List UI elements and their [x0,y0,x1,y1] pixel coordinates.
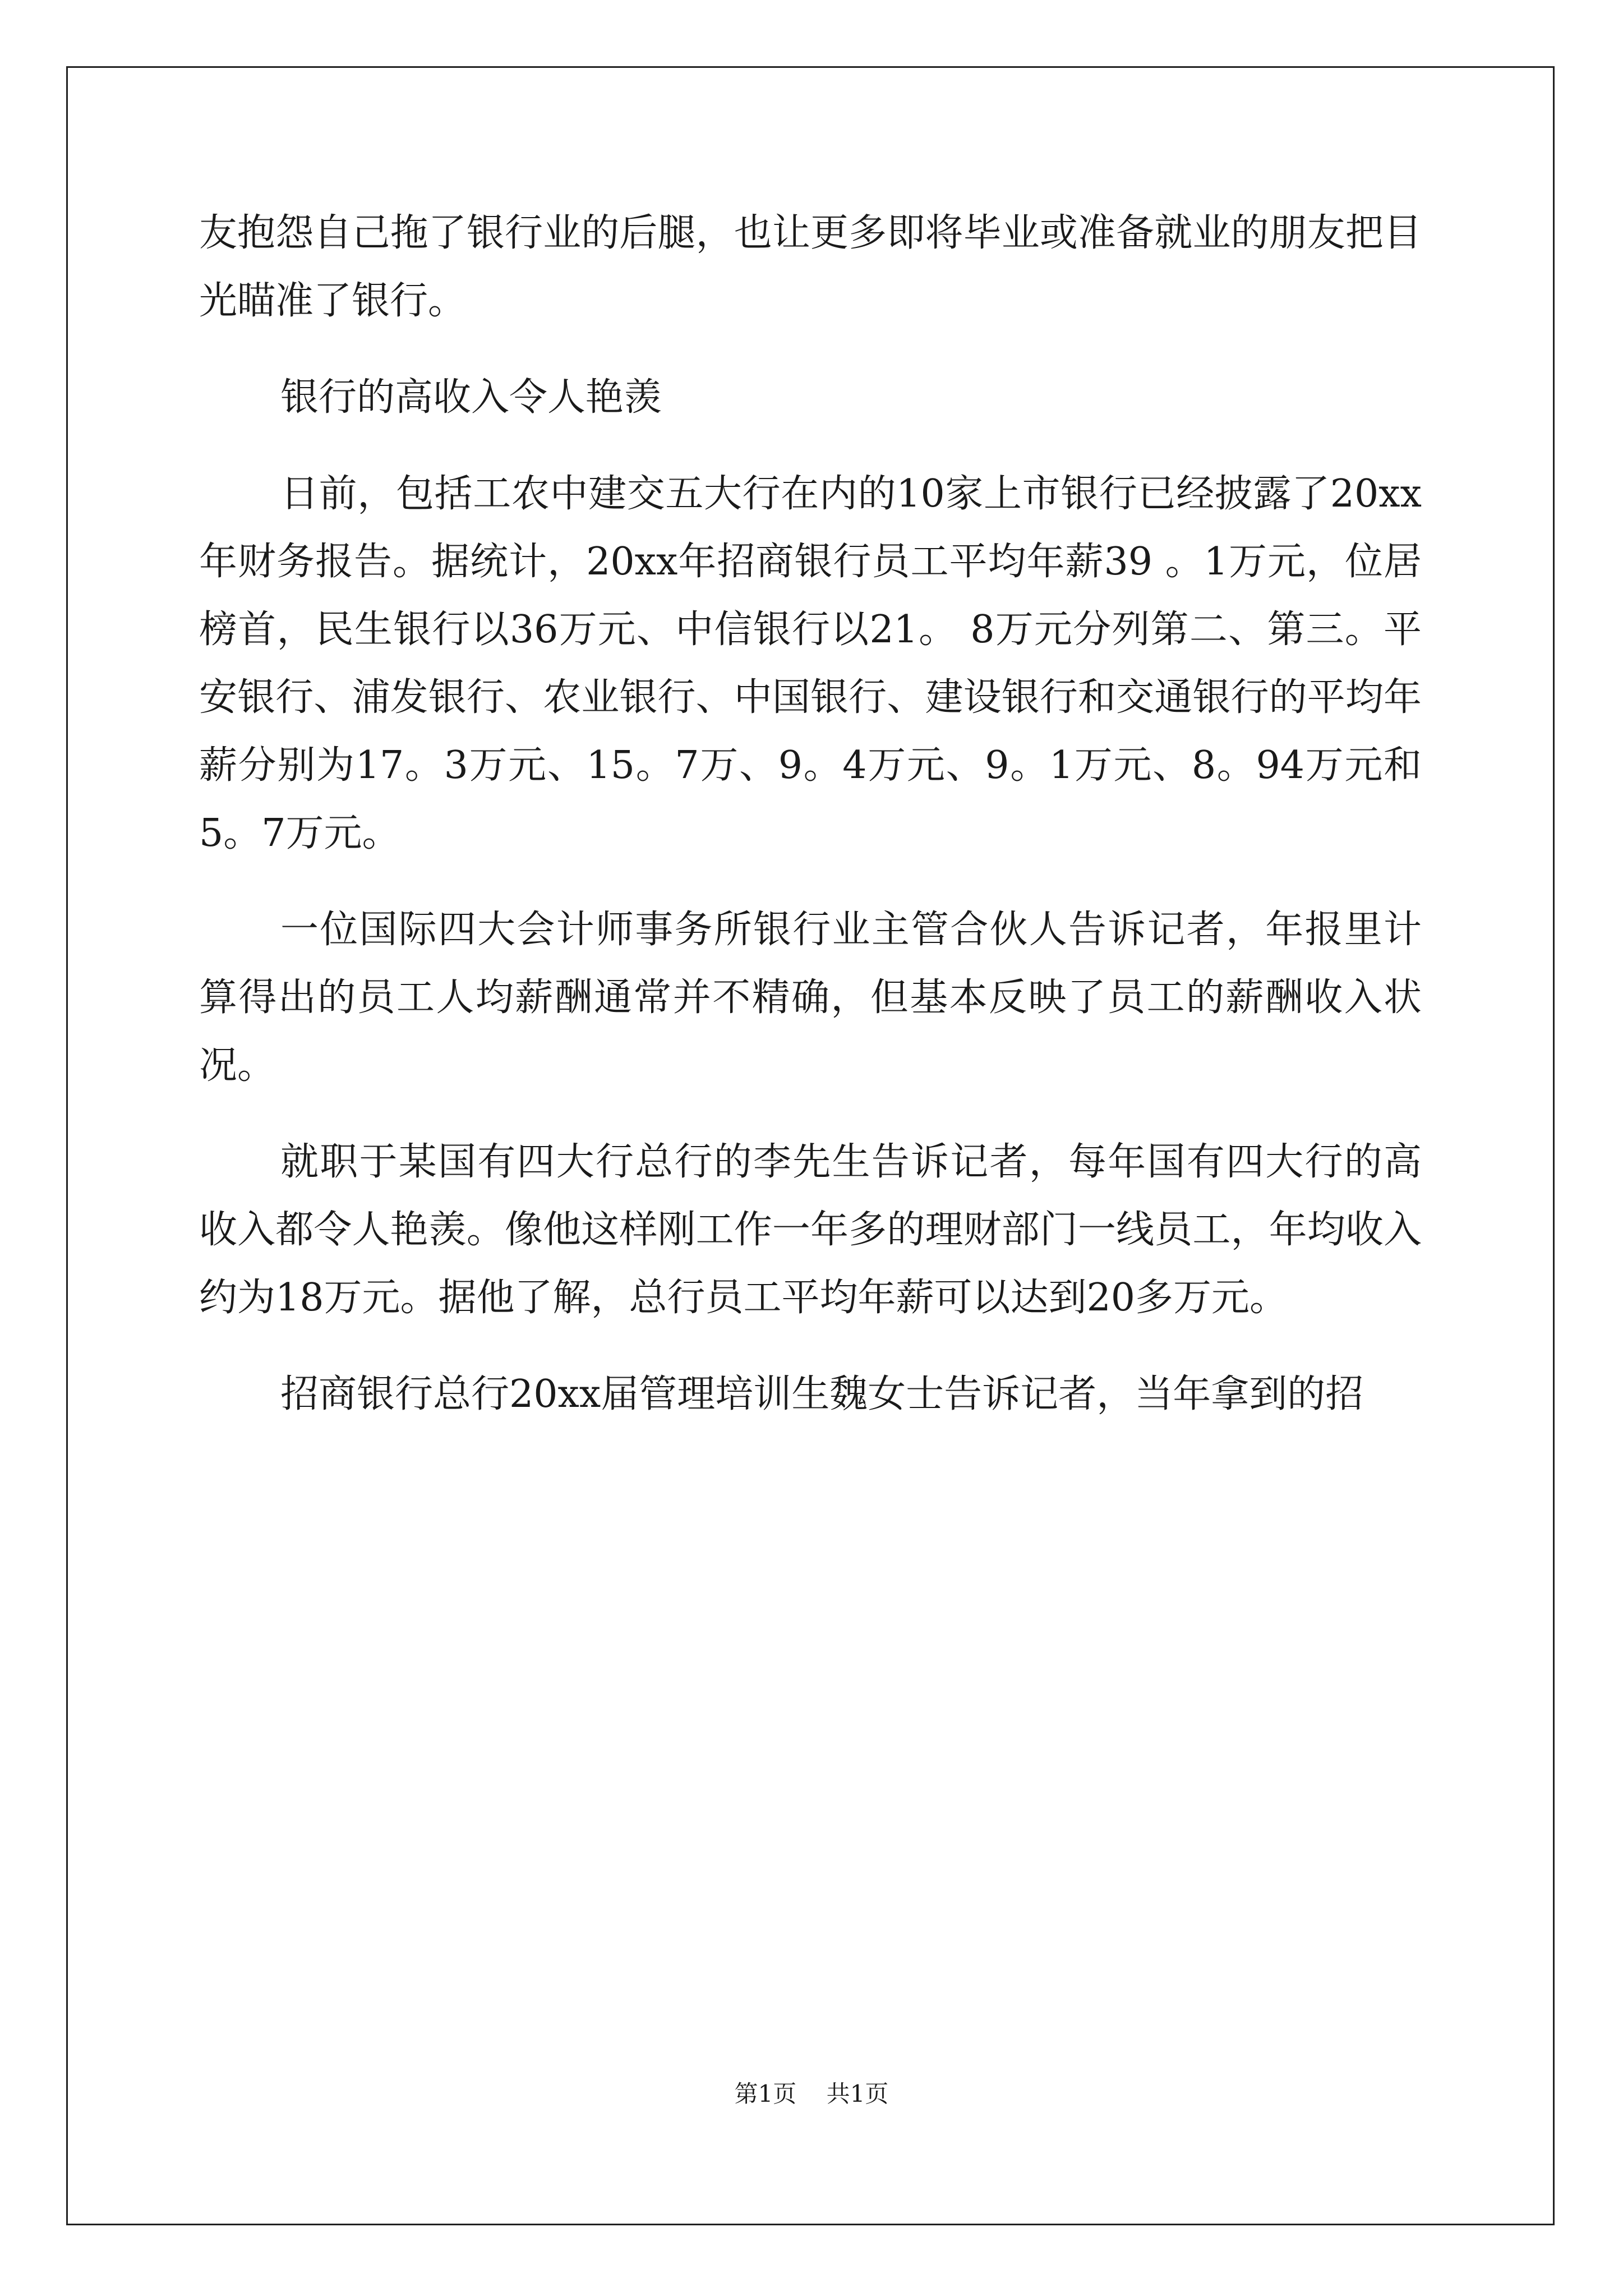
paragraph-5: 招商银行总行20xx届管理培训生魏女士告诉记者，当年拿到的招 [280,1372,1364,1416]
paragraph-3: 一位国际四大会计师事务所银行业主管合伙人告诉记者，年报里计算得出的员工人均薪酬通常并不精确，但基本反映了员工的薪酬收入状况。 [199,908,1422,1088]
paragraph-2: 日前，包括工农中建交五大行在内的10家上市银行已经披露了20xx年财务报告。据统计，20xx年招商银行员工平均年薪39 。1万元，位居榜首，民生银行以36万元、中信银行以21。 8万元分列第二、第三。平安银行、浦发银行、农业银行、中国银行、建设银行和交通银行的平均年薪分别为17。3万元、15。7万、9。4万元、9。1万元、8。94万元和5。7万元。 [199,472,1422,855]
paragraph-4: 就职于某国有四大行总行的李先生告诉记者，每年国有四大行的高收入都令人艳羡。像他这样刚工作一年多的理财部门一线员工，年均收入约为18万元。据他了解，总行员工平均年薪可以达到20多万元。 [199,1140,1422,1320]
paragraph-1: 友抱怨自己拖了银行业的后腿，也让更多即将毕业或准备就业的朋友把目光瞄准了银行。 [199,211,1422,323]
section-heading: 银行的高收入令人艳羡 [280,375,662,420]
page-number: 第1页 共1页 [734,2080,889,2108]
document-body [199,199,1422,1457]
